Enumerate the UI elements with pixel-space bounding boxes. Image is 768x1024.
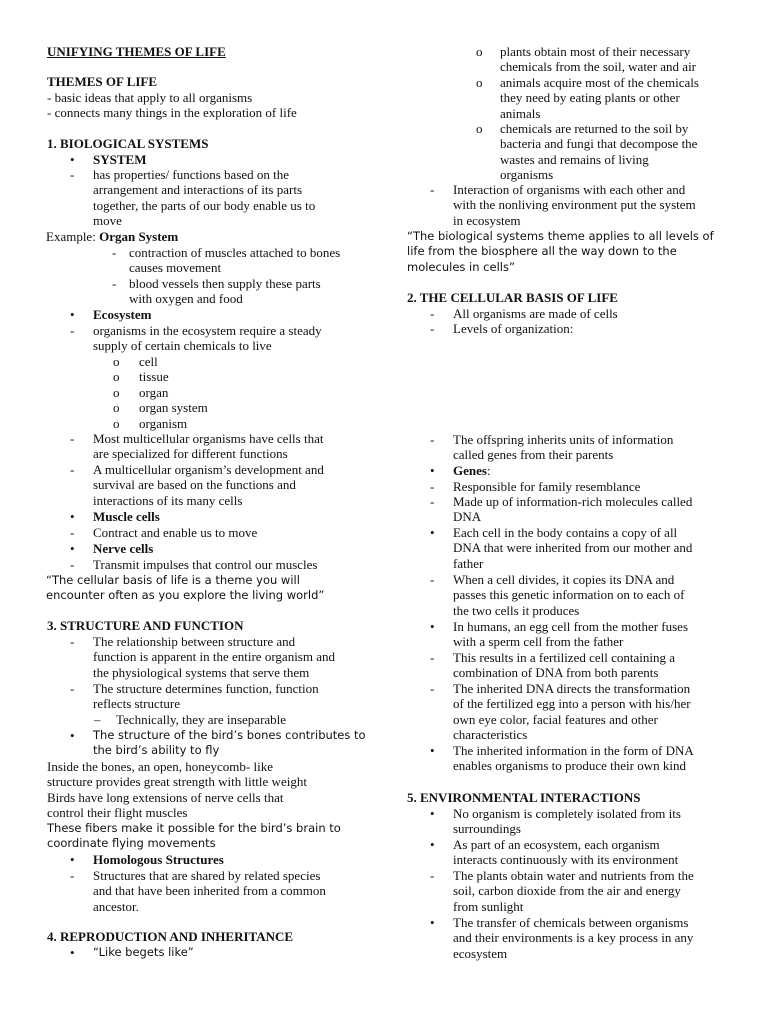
text-line: they need by eating plants or other <box>500 90 680 106</box>
level-item: organ system <box>139 400 208 416</box>
term: Muscle cells <box>93 509 160 524</box>
text-line: organisms in the ecosystem require a steady <box>93 323 322 338</box>
text-line: life from the biosphere all the way down to the <box>407 244 677 259</box>
text-line: molecules in cells” <box>407 259 515 274</box>
text-line: The structure of the bird’s bones contributes to <box>93 728 366 742</box>
dash-bullet-icon: - <box>70 681 75 696</box>
dash-bullet-icon: - <box>430 432 435 447</box>
bullet-icon: • <box>70 852 75 867</box>
dash-bullet-icon: - <box>70 868 75 883</box>
text-line: DNA <box>453 509 482 525</box>
text-line: When a cell divides, it copies its DNA and <box>453 572 675 587</box>
bullet-icon: • <box>70 152 75 167</box>
term: Homologous Structures <box>93 852 224 867</box>
text-line: the physiological systems that serve them <box>93 664 310 680</box>
dash-bullet-icon: - <box>70 431 75 446</box>
bullet-icon: • <box>430 463 435 478</box>
text-line: The relationship between structure and <box>93 634 296 649</box>
dash-bullet-icon: - <box>70 323 75 338</box>
text-line: Transmit impulses that control our muscles <box>93 557 318 572</box>
text-line: structure provides great strength with little weight <box>47 774 307 790</box>
text-line: surroundings <box>453 821 521 837</box>
section-heading: 2. THE CELLULAR BASIS OF LIFE <box>407 290 618 305</box>
dash-bullet-icon: - <box>430 321 435 336</box>
text-line: This results in a fertilized cell containing a <box>453 650 676 665</box>
section-heading: 5. ENVIRONMENTAL INTERACTIONS <box>407 790 641 805</box>
dash-bullet-icon: - <box>430 868 435 883</box>
text-line: The transfer of chemicals between organisms <box>453 915 689 930</box>
bullet-icon: • <box>430 915 435 930</box>
section-heading: THEMES OF LIFE <box>47 74 158 89</box>
circle-bullet-icon: o <box>476 121 483 136</box>
text-line: Each cell in the body contains a copy of all <box>453 525 678 540</box>
circle-bullet-icon: o <box>476 44 483 59</box>
dash-bullet-icon: – <box>94 712 101 727</box>
text-line: passes this genetic information on to each of <box>453 587 685 603</box>
text-line: ecosystem <box>453 945 508 961</box>
term: Ecosystem <box>93 307 152 322</box>
text-line: survival are based on the functions and <box>93 477 296 493</box>
dash-bullet-icon: - <box>430 306 435 321</box>
dash-bullet-icon: - <box>430 650 435 665</box>
dash-bullet-icon: - <box>430 681 435 696</box>
bullet-icon: • <box>70 509 75 524</box>
text-line: with a sperm cell from the father <box>453 634 624 650</box>
text-line: Levels of organization: <box>453 321 574 336</box>
dash-bullet-icon: - <box>112 276 117 291</box>
bullet-icon: • <box>430 806 435 821</box>
level-item: organism <box>139 415 188 431</box>
text-line: and that have been inherited from a common <box>93 883 326 899</box>
text-line: combination of DNA from both parents <box>453 665 659 681</box>
text-line: characteristics <box>453 727 528 743</box>
doc-title: UNIFYING THEMES OF LIFE <box>47 44 226 59</box>
text-line: Responsible for family resemblance <box>453 479 641 494</box>
text-line: No organism is completely isolated from its <box>453 806 681 821</box>
example-term: Organ System <box>99 229 179 244</box>
text-line: ancestor. <box>93 898 139 914</box>
text-line: Contract and enable us to move <box>93 525 258 540</box>
text-line: These fibers make it possible for the bird’s brain to <box>47 821 341 835</box>
text-line: Inside the bones, an open, honeycomb- like <box>47 759 273 774</box>
bullet-icon: • <box>430 837 435 852</box>
dash-bullet-icon: - <box>70 525 75 540</box>
text-line: and their environments is a key process in any <box>453 930 694 946</box>
text-line: has properties/ functions based on the <box>93 167 290 182</box>
text-line: of the fertilized egg into a person with his/her <box>453 696 691 712</box>
text-line: chemicals from the soil, water and air <box>500 59 697 75</box>
text-line: animals <box>500 105 541 121</box>
example-prefix: Example: <box>46 229 100 244</box>
text-line: encounter often as you explore the living world” <box>46 588 325 603</box>
text-line: together, the parts of our body enable us to <box>93 197 316 213</box>
dash-bullet-icon: - <box>70 167 75 182</box>
colon: : <box>486 463 491 478</box>
text-line: Structures that are shared by related species <box>93 868 321 883</box>
circle-bullet-icon: o <box>476 75 483 90</box>
text-line: the bird’s ability to fly <box>93 743 220 758</box>
circle-bullet-icon: o <box>113 369 120 385</box>
text-line: with the nonliving environment put the system <box>453 197 696 213</box>
text-line: Interaction of organisms with each other and <box>453 182 686 197</box>
text-line: move <box>93 213 122 229</box>
dash-bullet-icon: - <box>430 494 435 509</box>
bullet-icon: • <box>70 541 75 556</box>
circle-bullet-icon: o <box>113 400 120 416</box>
text-line: own eye color, facial features and other <box>453 711 658 727</box>
bullet-icon: • <box>70 945 75 960</box>
text-line: contraction of muscles attached to bones <box>129 245 341 260</box>
dash-bullet-icon: - <box>70 462 75 477</box>
bullet-icon: • <box>430 525 435 540</box>
text-line: The plants obtain water and nutrients from the <box>453 868 694 883</box>
text-line: The inherited information in the form of DNA <box>453 743 694 758</box>
text-line: organisms <box>500 167 554 183</box>
dash-bullet-icon: - <box>430 182 435 197</box>
text-line: causes movement <box>129 260 222 276</box>
text-line: from sunlight <box>453 898 524 914</box>
term: Nerve cells <box>93 541 154 556</box>
level-item: cell <box>139 354 158 369</box>
text-line: All organisms are made of cells <box>453 306 618 321</box>
dash-bullet-icon: - <box>112 245 117 260</box>
text-line: coordinate flying movements <box>47 836 216 851</box>
text-line: As part of an ecosystem, each organism <box>453 837 660 852</box>
text-line: “The biological systems theme applies to all levels of <box>407 229 714 243</box>
text-line: called genes from their parents <box>453 447 614 463</box>
section-heading: 3. STRUCTURE AND FUNCTION <box>47 618 244 633</box>
text-line: arrangement and interactions of its parts <box>93 182 303 198</box>
text-line: with oxygen and food <box>129 291 243 307</box>
dash-bullet-icon: - <box>70 557 75 572</box>
text-line: the two cells it produces <box>453 602 580 618</box>
text-line: wastes and remains of living <box>500 151 649 167</box>
text-line: A multicellular organism’s development and <box>93 462 324 477</box>
circle-bullet-icon: o <box>113 415 120 431</box>
text-line: are specialized for different functions <box>93 446 288 462</box>
text-line: “The cellular basis of life is a theme you will <box>46 573 300 587</box>
text-line: Technically, they are inseparable <box>116 712 287 727</box>
circle-bullet-icon: o <box>113 354 120 369</box>
text-line: supply of certain chemicals to live <box>93 338 272 354</box>
text-line: DNA that were inherited from our mother and <box>453 540 693 556</box>
text-line: bacteria and fungi that decompose the <box>500 136 698 152</box>
genes-term <box>453 463 491 478</box>
text-line: The structure determines function, function <box>93 681 319 696</box>
term: SYSTEM <box>93 152 147 167</box>
example-line <box>46 229 178 244</box>
text-line: in ecosystem <box>453 212 521 228</box>
text-line: - basic ideas that apply to all organisms <box>47 90 253 105</box>
bullet-icon: • <box>430 743 435 758</box>
text-line: chemicals are returned to the soil by <box>500 121 689 136</box>
section-heading: 1. BIOLOGICAL SYSTEMS <box>47 136 209 151</box>
text-line: reflects structure <box>93 696 180 712</box>
level-item: organ <box>139 384 169 400</box>
dash-bullet-icon: - <box>70 634 75 649</box>
text-line: In humans, an egg cell from the mother fuses <box>453 619 689 634</box>
text-line: blood vessels then supply these parts <box>129 276 321 291</box>
dash-bullet-icon: - <box>430 479 435 494</box>
bullet-icon: • <box>70 728 75 743</box>
text-line: enables organisms to produce their own kind <box>453 758 686 774</box>
dash-bullet-icon: - <box>430 572 435 587</box>
text-line: Most multicellular organisms have cells that <box>93 431 324 446</box>
circle-bullet-icon: o <box>113 384 120 400</box>
text-line: control their flight muscles <box>47 805 188 821</box>
text-line: Birds have long extensions of nerve cells that <box>47 790 284 805</box>
section-heading: 4. REPRODUCTION AND INHERITANCE <box>47 929 294 944</box>
level-item: tissue <box>139 369 169 385</box>
text-line: - connects many things in the exploration of life <box>47 105 297 120</box>
bullet-icon: • <box>430 619 435 634</box>
text-line: father <box>453 555 484 571</box>
text-line: function is apparent in the entire organism and <box>93 649 335 665</box>
text-line: “Like begets like” <box>93 945 194 959</box>
bullet-icon: • <box>70 307 75 322</box>
text-line: Made up of information-rich molecules called <box>453 494 693 509</box>
text-line: animals acquire most of the chemicals <box>500 75 699 90</box>
text-line: The offspring inherits units of information <box>453 432 674 447</box>
text-line: soil, carbon dioxide from the air and energy <box>453 883 681 899</box>
text-line: interacts continuously with its environment <box>453 852 679 868</box>
text-line: The inherited DNA directs the transformation <box>453 681 691 696</box>
text-line: interactions of its many cells <box>93 492 243 508</box>
term: Genes <box>453 463 487 478</box>
text-line: plants obtain most of their necessary <box>500 44 691 59</box>
